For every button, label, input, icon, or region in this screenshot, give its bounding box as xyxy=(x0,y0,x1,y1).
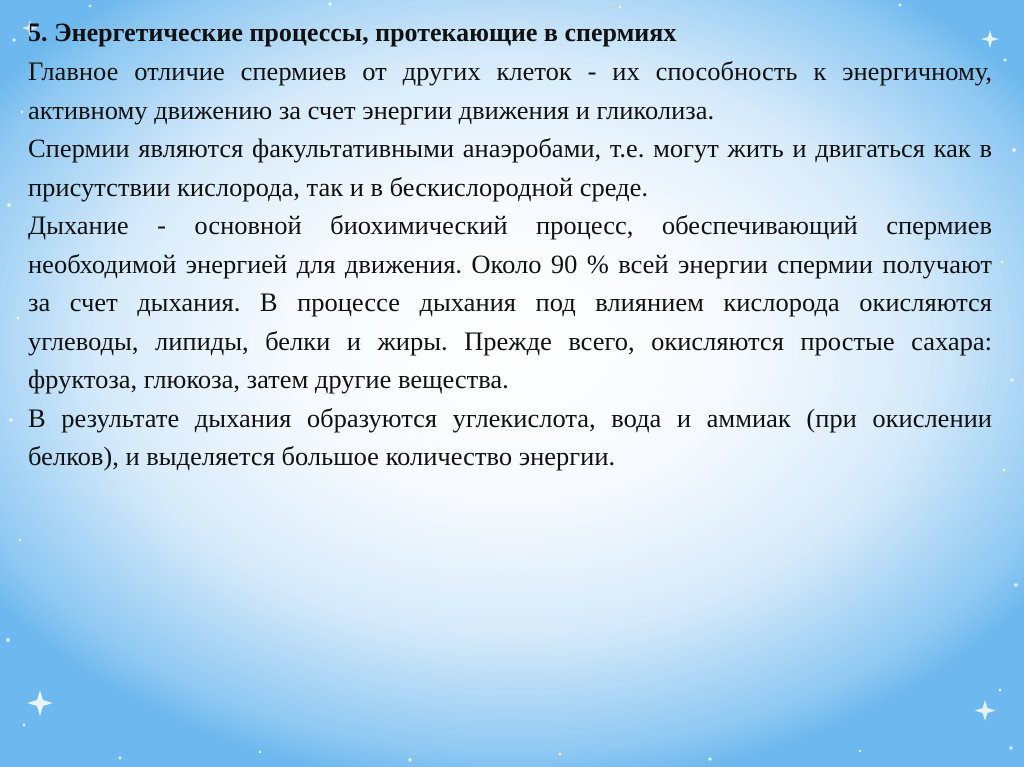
slide-content xyxy=(28,14,992,476)
paragraph-respiration-result: В результате дыхания образуются углекислота, вода и аммиак (при окислении белков), и выделяется большое количество энергии. xyxy=(28,402,992,471)
paragraph-anaerobes: Спермии являются факультативными анаэробами, т.е. могут жить и двигаться как в присутствии кислорода, так и в бескислородной среде. xyxy=(28,133,992,202)
paragraph-respiration: Дыхание - основной биохимический процесс, обеспечивающий спермиев необходимой энергией для движения. Около 90 % всей энергии спермии получают за счет дыхания. В процессе дыхания под влиянием кислорода окисляются углеводы, липиды, белки и жиры. Прежде всего, окисляются простые сахара: фруктоза, глюкоза, затем другие вещества. xyxy=(28,210,992,394)
paragraph-main-difference: Главное отличие спермиев от других клеток - их способность к энергичному, активному движению за счет энергии движения и гликолиза. xyxy=(28,56,992,125)
slide-title: 5. Энергетические процессы, протекающие в спермиях xyxy=(28,18,677,47)
